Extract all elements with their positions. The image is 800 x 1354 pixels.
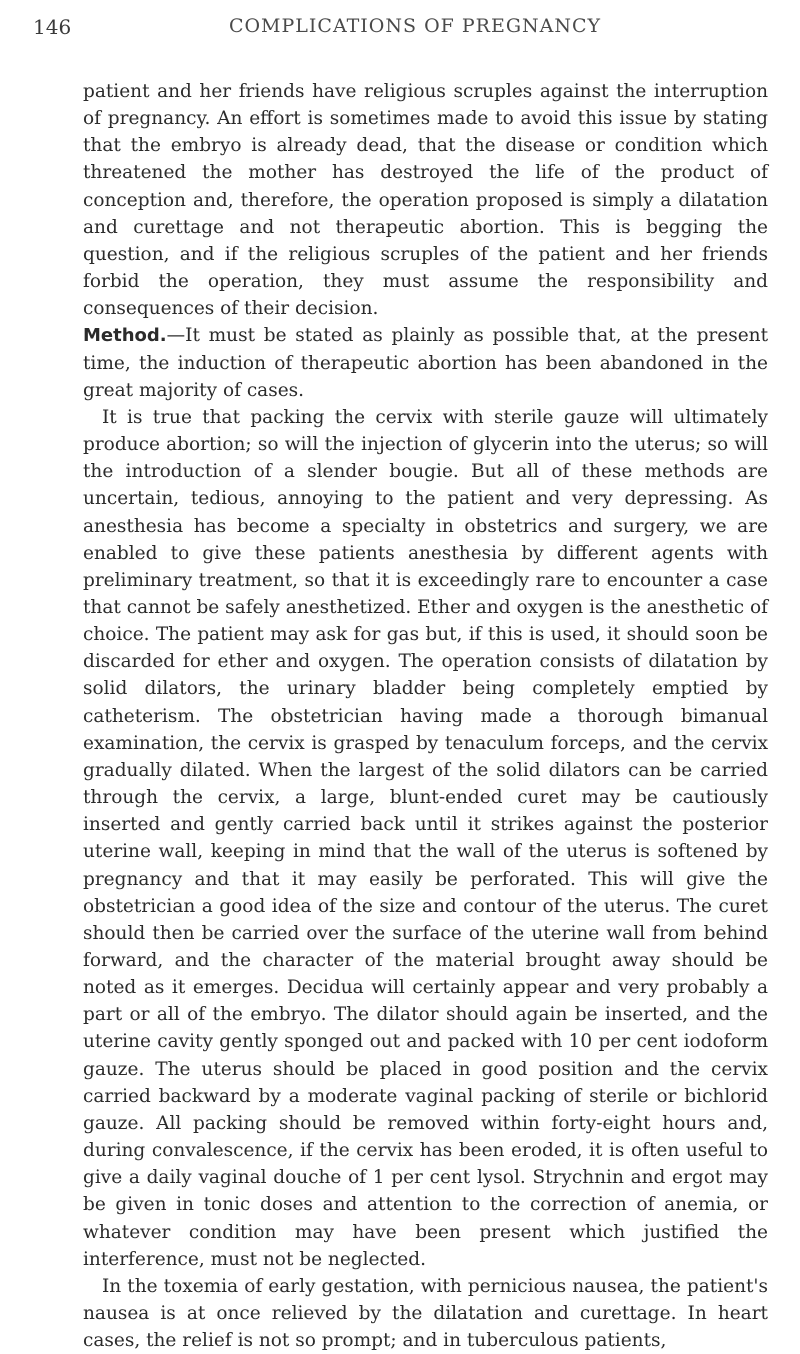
running-title: COMPLICATIONS OF PREGNANCY: [228, 15, 602, 37]
paragraph-method: [83, 322, 768, 403]
run-in-heading-method: Method.: [83, 325, 167, 347]
body-text: [83, 78, 768, 1354]
paragraph-procedure: It is true that packing the cervix with sterile gauze will ultimately produce abortion; so will the injection of glycerin into the uterus; so will the introduction of a slender bougie. But all of these methods are uncertain, tedious, annoying to the patient and very depressing. As anesthesia has become a specialty in obstetrics and surgery, we are enabled to give these patients anesthesia by different agents with preliminary treatment, so that it is exceedingly rare to encounter a case that cannot be safely anesthetized. Ether and oxygen is the anesthetic of choice. The patient may ask for gas but, if this is used, it should soon be discarded for ether and oxygen. The operation consists of dilatation by solid dilators, the urinary bladder being completely emptied by catheterism. The obstetrician having made a thorough bimanual examination, the cervix is grasped by tenaculum forceps, and the cervix gradually dilated. When the largest of the solid dilators can be carried through the cervix, a large, blunt-ended curet may be cautiously inserted and gently carried back until it strikes against the posterior uterine wall, keeping in mind that the wall of the uterus is softened by pregnancy and that it may easily be perforated. This will give the obstetrician a good idea of the size and contour of the uterus. The curet should then be carried over the surface of the uterine wall from behind forward, and the character of the material brought away should be noted as it emerges. Decidua will certainly appear and very probably a part or all of the embryo. The dilator should again be inserted, and the uterine cavity gently sponged out and packed with 10 per cent iodoform gauze. The uterus should be placed in good position and the cervix carried backward by a moderate vaginal packing of sterile or bichlorid gauze. All packing should be removed within forty-eight hours and, during convalescence, if the cervix has been eroded, it is often useful to give a daily vaginal douche of 1 per cent lysol. Strychnin and ergot may be given in tonic doses and attention to the correction of anemia, or whatever condition may have been present which justified the interference, must not be neglected.: [83, 406, 768, 1270]
paragraph-method-text: —It must be stated as plainly as possible that, at the present time, the induction of therapeutic abortion has been abandoned in the great majority of cases.: [83, 325, 768, 401]
paragraph-continued: patient and her friends have religious scruples against the interruption of pregnancy. An effort is sometimes made to avoid this issue by stating that the embryo is already dead, that the disease or condition which threatened the mother has destroyed the life of the product of conception and, therefore, the operation proposed is simply a dilatation and curettage and not therapeutic abortion. This is begging the question, and if the religious scruples of the patient and her friends forbid the operation, they must assume the responsibility and consequences of their decision.: [83, 81, 768, 320]
paragraph-toxemia: In the toxemia of early gestation, with pernicious nausea, the patient's nausea is at once relieved by the dilatation and curettage. In heart cases, the relief is not so prompt; and in tuberculous patients,: [83, 1275, 768, 1352]
page-number: 146: [33, 15, 72, 39]
